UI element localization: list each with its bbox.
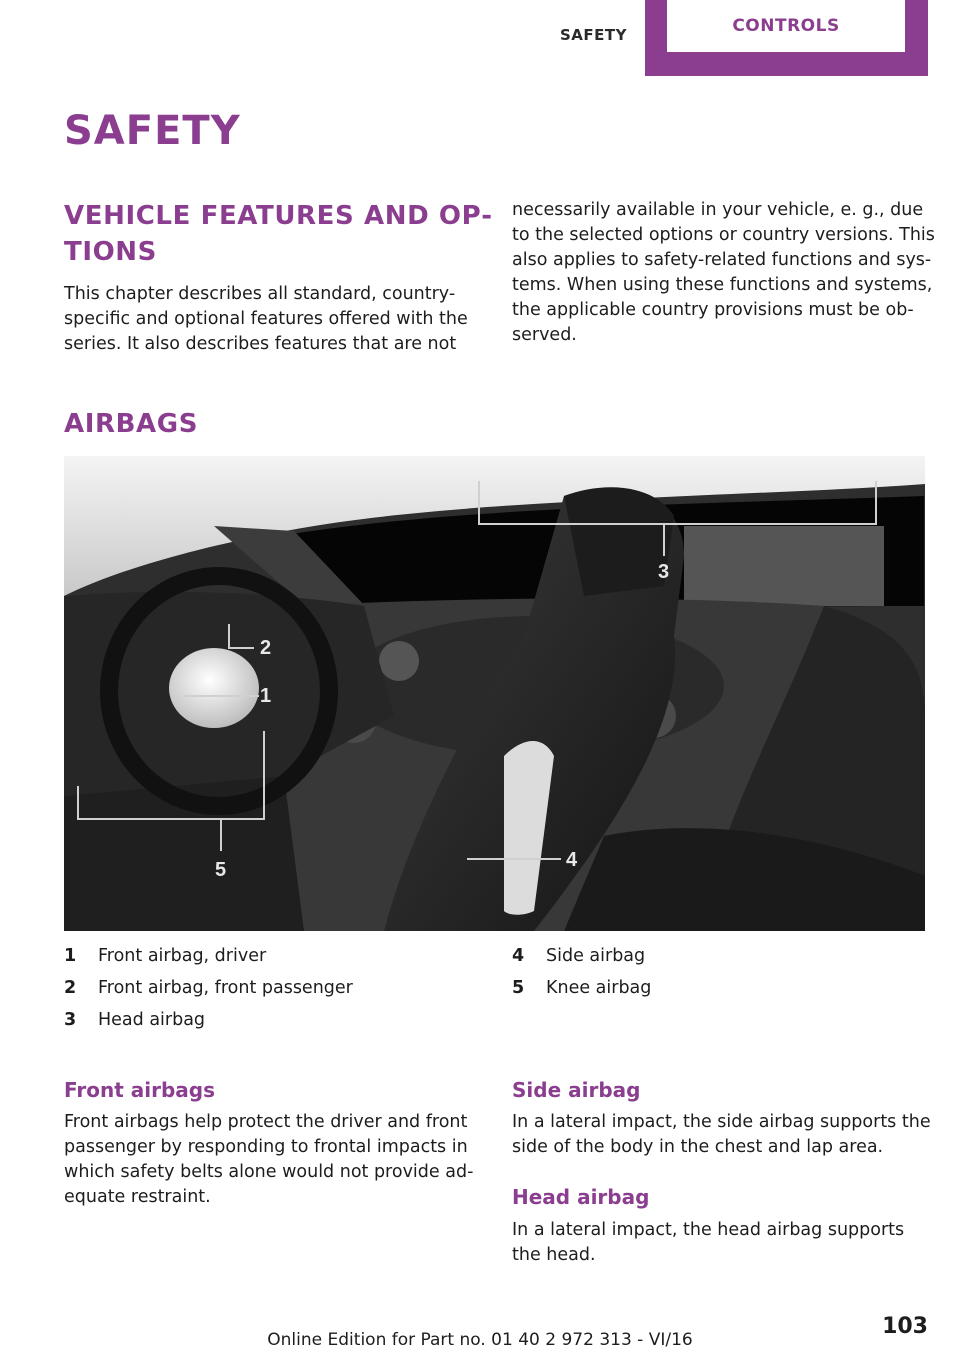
callout-4: 4	[566, 849, 578, 871]
airbag-locations-figure	[64, 456, 925, 931]
vehicle-features-heading-line2: TIONS	[64, 237, 157, 267]
callout-5: 5	[215, 859, 227, 881]
text-line: tems. When using these functions and systems,	[512, 275, 933, 295]
legend-number: 2	[64, 978, 77, 998]
legend-label: Front airbag, driver	[98, 946, 267, 966]
legend-number: 4	[512, 946, 525, 966]
text-line: side of the body in the chest and lap area.	[512, 1137, 884, 1157]
legend-number: 3	[64, 1010, 77, 1030]
vehicle-features-heading	[64, 198, 493, 270]
chapter-tab	[645, 0, 928, 76]
text-line: also applies to safety-related functions and sys‐	[512, 250, 932, 270]
text-line: which safety belts alone would not provide ad‐	[64, 1162, 474, 1182]
legend-label: Side airbag	[546, 946, 646, 966]
vehicle-features-heading-line1: VEHICLE FEATURES AND OP‐	[64, 201, 493, 231]
text-line: Front airbags help protect the driver and front	[64, 1112, 468, 1132]
airbags-heading: AIRBAGS	[64, 409, 199, 439]
page-number: 103	[882, 1314, 928, 1339]
text-line: necessarily available in your vehicle, e. g., due	[512, 200, 924, 220]
text-line: equate restraint.	[64, 1187, 211, 1207]
footer-edition: Online Edition for Part no. 01 40 2 972 313 - VI/16	[267, 1330, 693, 1350]
front-airbags-heading: Front airbags	[64, 1078, 215, 1102]
text-line: to the selected options or country versions. This	[512, 225, 935, 245]
side-airbag-heading: Side airbag	[512, 1078, 641, 1102]
front-airbags-text	[64, 1110, 484, 1210]
vehicle-features-left-text	[64, 282, 484, 357]
side-airbag-text	[512, 1110, 942, 1160]
text-line: specific and optional features offered with the	[64, 309, 468, 329]
callout-3: 3	[658, 561, 670, 583]
legend-label: Front airbag, front passenger	[98, 978, 353, 998]
legend-label: Knee airbag	[546, 978, 652, 998]
text-line: This chapter describes all standard, country-	[64, 284, 456, 304]
head-airbag-heading: Head airbag	[512, 1185, 650, 1209]
chapter-tab-label: CONTROLS	[732, 16, 840, 36]
callout-2: 2	[260, 637, 272, 659]
text-line: the head.	[512, 1245, 596, 1265]
text-line: In a lateral impact, the head airbag supports	[512, 1220, 905, 1240]
text-line: series. It also describes features that are not	[64, 334, 457, 354]
callout-1: 1	[260, 685, 272, 707]
legend-number: 5	[512, 978, 525, 998]
text-line: the applicable country provisions must be ob‐	[512, 300, 914, 320]
legend-number: 1	[64, 946, 77, 966]
text-line: In a lateral impact, the side airbag supports the	[512, 1112, 931, 1132]
text-line: passenger by responding to frontal impacts in	[64, 1137, 468, 1157]
text-line: served.	[512, 325, 577, 345]
section-tab: SAFETY	[560, 26, 627, 44]
page-title: SAFETY	[64, 108, 241, 154]
vehicle-features-right-text	[512, 198, 942, 348]
head-airbag-text	[512, 1218, 942, 1268]
legend-label: Head airbag	[98, 1010, 206, 1030]
car-interior-illustration	[64, 456, 925, 931]
